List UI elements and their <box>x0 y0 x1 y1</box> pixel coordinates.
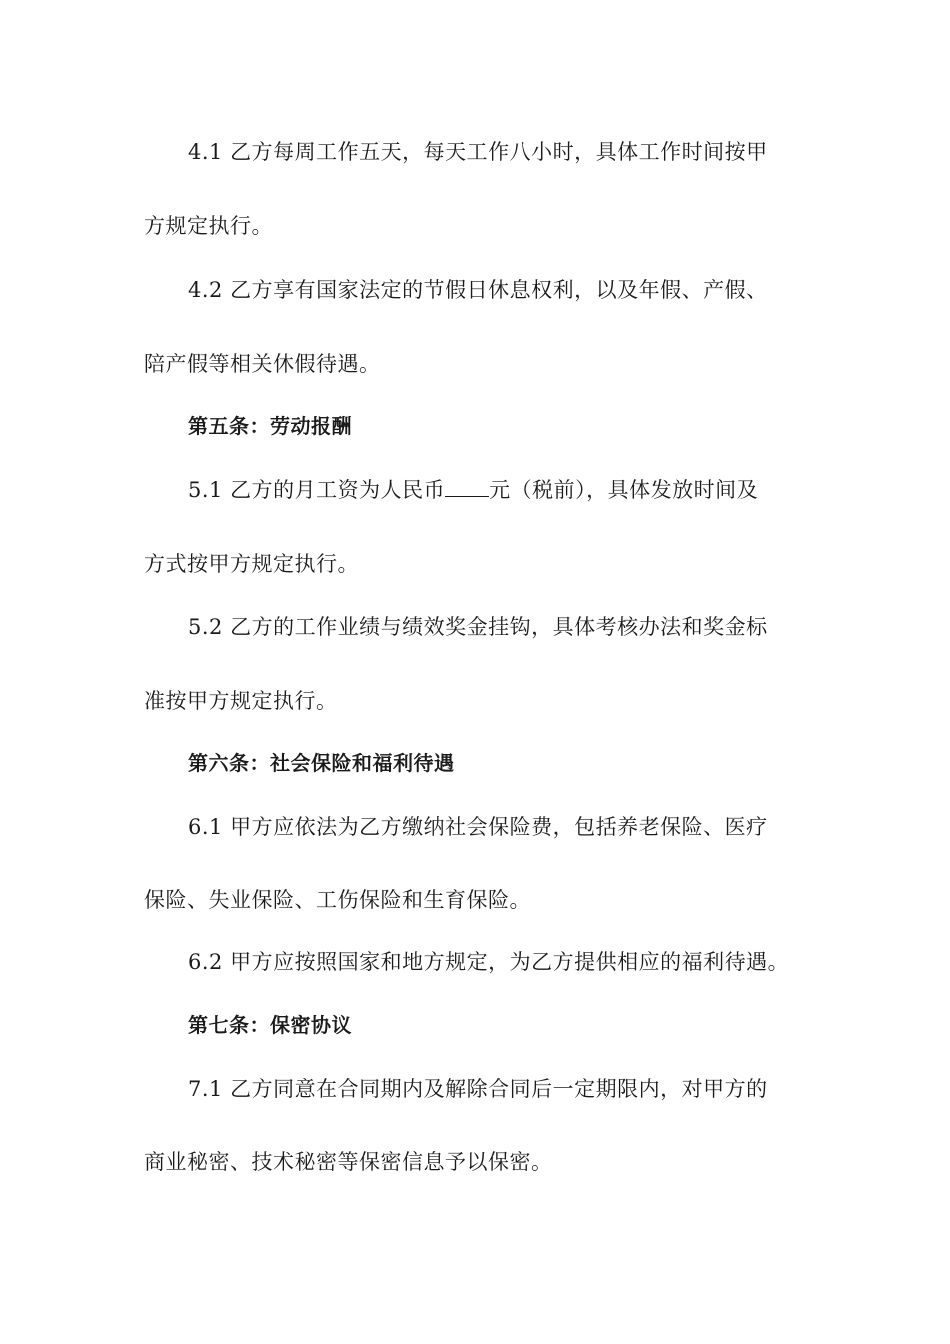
salary-blank <box>445 478 489 497</box>
clause-6-1-line-1: 6.1 甲方应依法为乙方缴纳社会保险费，包括养老保险、医疗 <box>188 815 768 839</box>
clause-4-1-line-1: 4.1 乙方每周工作五天，每天工作八小时，具体工作时间按甲 <box>188 140 768 164</box>
clause-6-2-line-1: 6.2 甲方应按照国家和地方规定，为乙方提供相应的福利待遇。 <box>188 950 790 974</box>
clause-6-1-line-2: 保险、失业保险、工伤保险和生育保险。 <box>144 888 531 912</box>
clause-7-1-line-1: 7.1 乙方同意在合同期内及解除合同后一定期限内，对甲方的 <box>188 1077 768 1101</box>
clause-4-2-line-2: 陪产假等相关休假待遇。 <box>144 352 381 376</box>
clause-4-2-line-1: 4.2 乙方享有国家法定的节假日休息权利，以及年假、产假、 <box>188 278 768 302</box>
clause-5-heading: 第五条：劳动报酬 <box>188 414 352 438</box>
clause-5-1-line-2: 方式按甲方规定执行。 <box>144 552 359 576</box>
clause-5-2-line-2: 准按甲方规定执行。 <box>144 689 338 713</box>
clause-5-1-line-1 <box>188 475 814 505</box>
clause-5-1-text-after: 元（税前），具体发放时间及 <box>489 478 759 502</box>
clause-7-1-line-2: 商业秘密、技术秘密等保密信息予以保密。 <box>144 1150 553 1174</box>
clause-4-1-line-2: 方规定执行。 <box>144 214 273 238</box>
clause-5-1-text-before: 5.1 乙方的月工资为人民币 <box>188 478 446 502</box>
clause-6-heading: 第六条：社会保险和福利待遇 <box>188 751 455 775</box>
clause-7-heading: 第七条：保密协议 <box>188 1013 352 1037</box>
clause-5-2-line-1: 5.2 乙方的工作业绩与绩效奖金挂钩，具体考核办法和奖金标 <box>188 615 768 639</box>
